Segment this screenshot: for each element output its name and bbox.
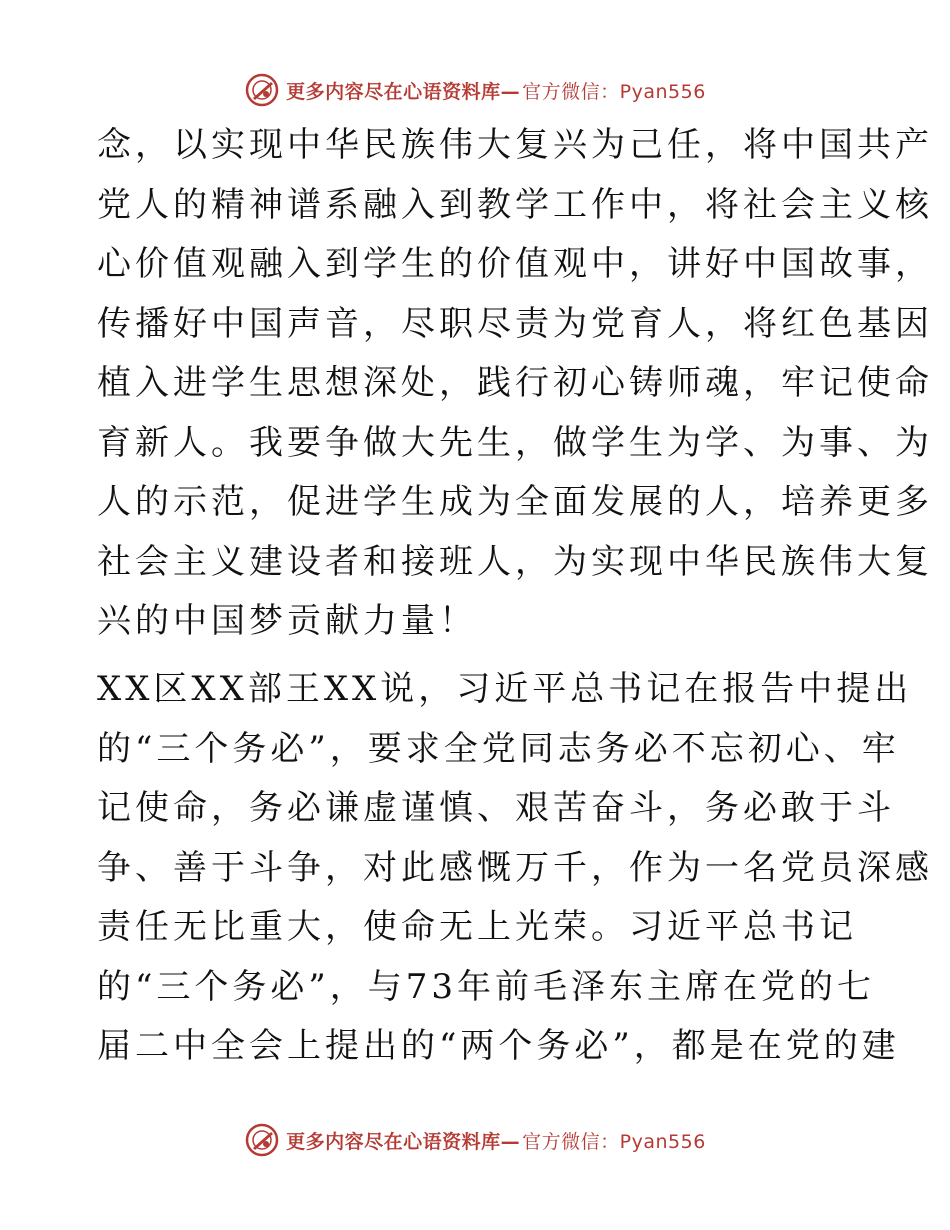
text-line: 传播好中国声音，尽职尽责为党育人，将红色基因 [97,303,933,344]
text-line: XX区XX部王XX说，习近平总书记在报告中提出 [97,669,913,709]
text-line: 植入进学生思想深处，践行初心铸师魂，牢记使命 [97,363,933,403]
text-line: 兴的中国梦贡献力量！ [97,601,477,641]
watermark-contact: 官方微信：Pyan556 [522,80,706,103]
text-line: 社会主义建设者和接班人，为实现中华民族伟大复 [97,541,933,582]
watermark-contact: 官方微信：Pyan556 [522,1130,706,1153]
text-line: 的“三个务必”，要求全党同志务必不忘初心、牢 [97,728,900,769]
text-line: 心价值观融入到学生的价值观中，讲好中国故事， [97,244,933,284]
text-line: 的“三个务必”，与73年前毛泽东主席在党的七 [97,966,876,1007]
seal-logo-icon [244,72,280,108]
header-watermark [0,72,950,108]
text-line: 争、善于斗争，对此感慨万千，作为一名党员深感 [97,847,933,888]
text-line: 责任无比重大，使命无上光荣。习近平总书记 [97,907,857,947]
paragraph-1 [97,116,933,652]
text-line: 记使命，务必谦虚谨慎、艰苦奋斗，务必敢于斗 [97,788,895,828]
text-line: 届二中全会上提出的“两个务必”，都是在党的建 [97,1026,900,1066]
footer-watermark [0,1122,950,1158]
watermark-text: 更多内容尽在心语资料库— [286,1130,521,1153]
seal-logo-icon [244,1122,280,1158]
paragraph-2 [97,660,933,1077]
text-line: 念，以实现中华民族伟大复兴为己任，将中国共产 [97,125,933,165]
text-line: 人的示范，促进学生成为全面发展的人，培养更多 [97,482,933,522]
watermark-text: 更多内容尽在心语资料库— [286,80,521,103]
text-line: 党人的精神谱系融入到教学工作中，将社会主义核 [97,184,933,225]
text-line: 育新人。我要争做大先生，做学生为学、为事、为 [97,422,933,463]
